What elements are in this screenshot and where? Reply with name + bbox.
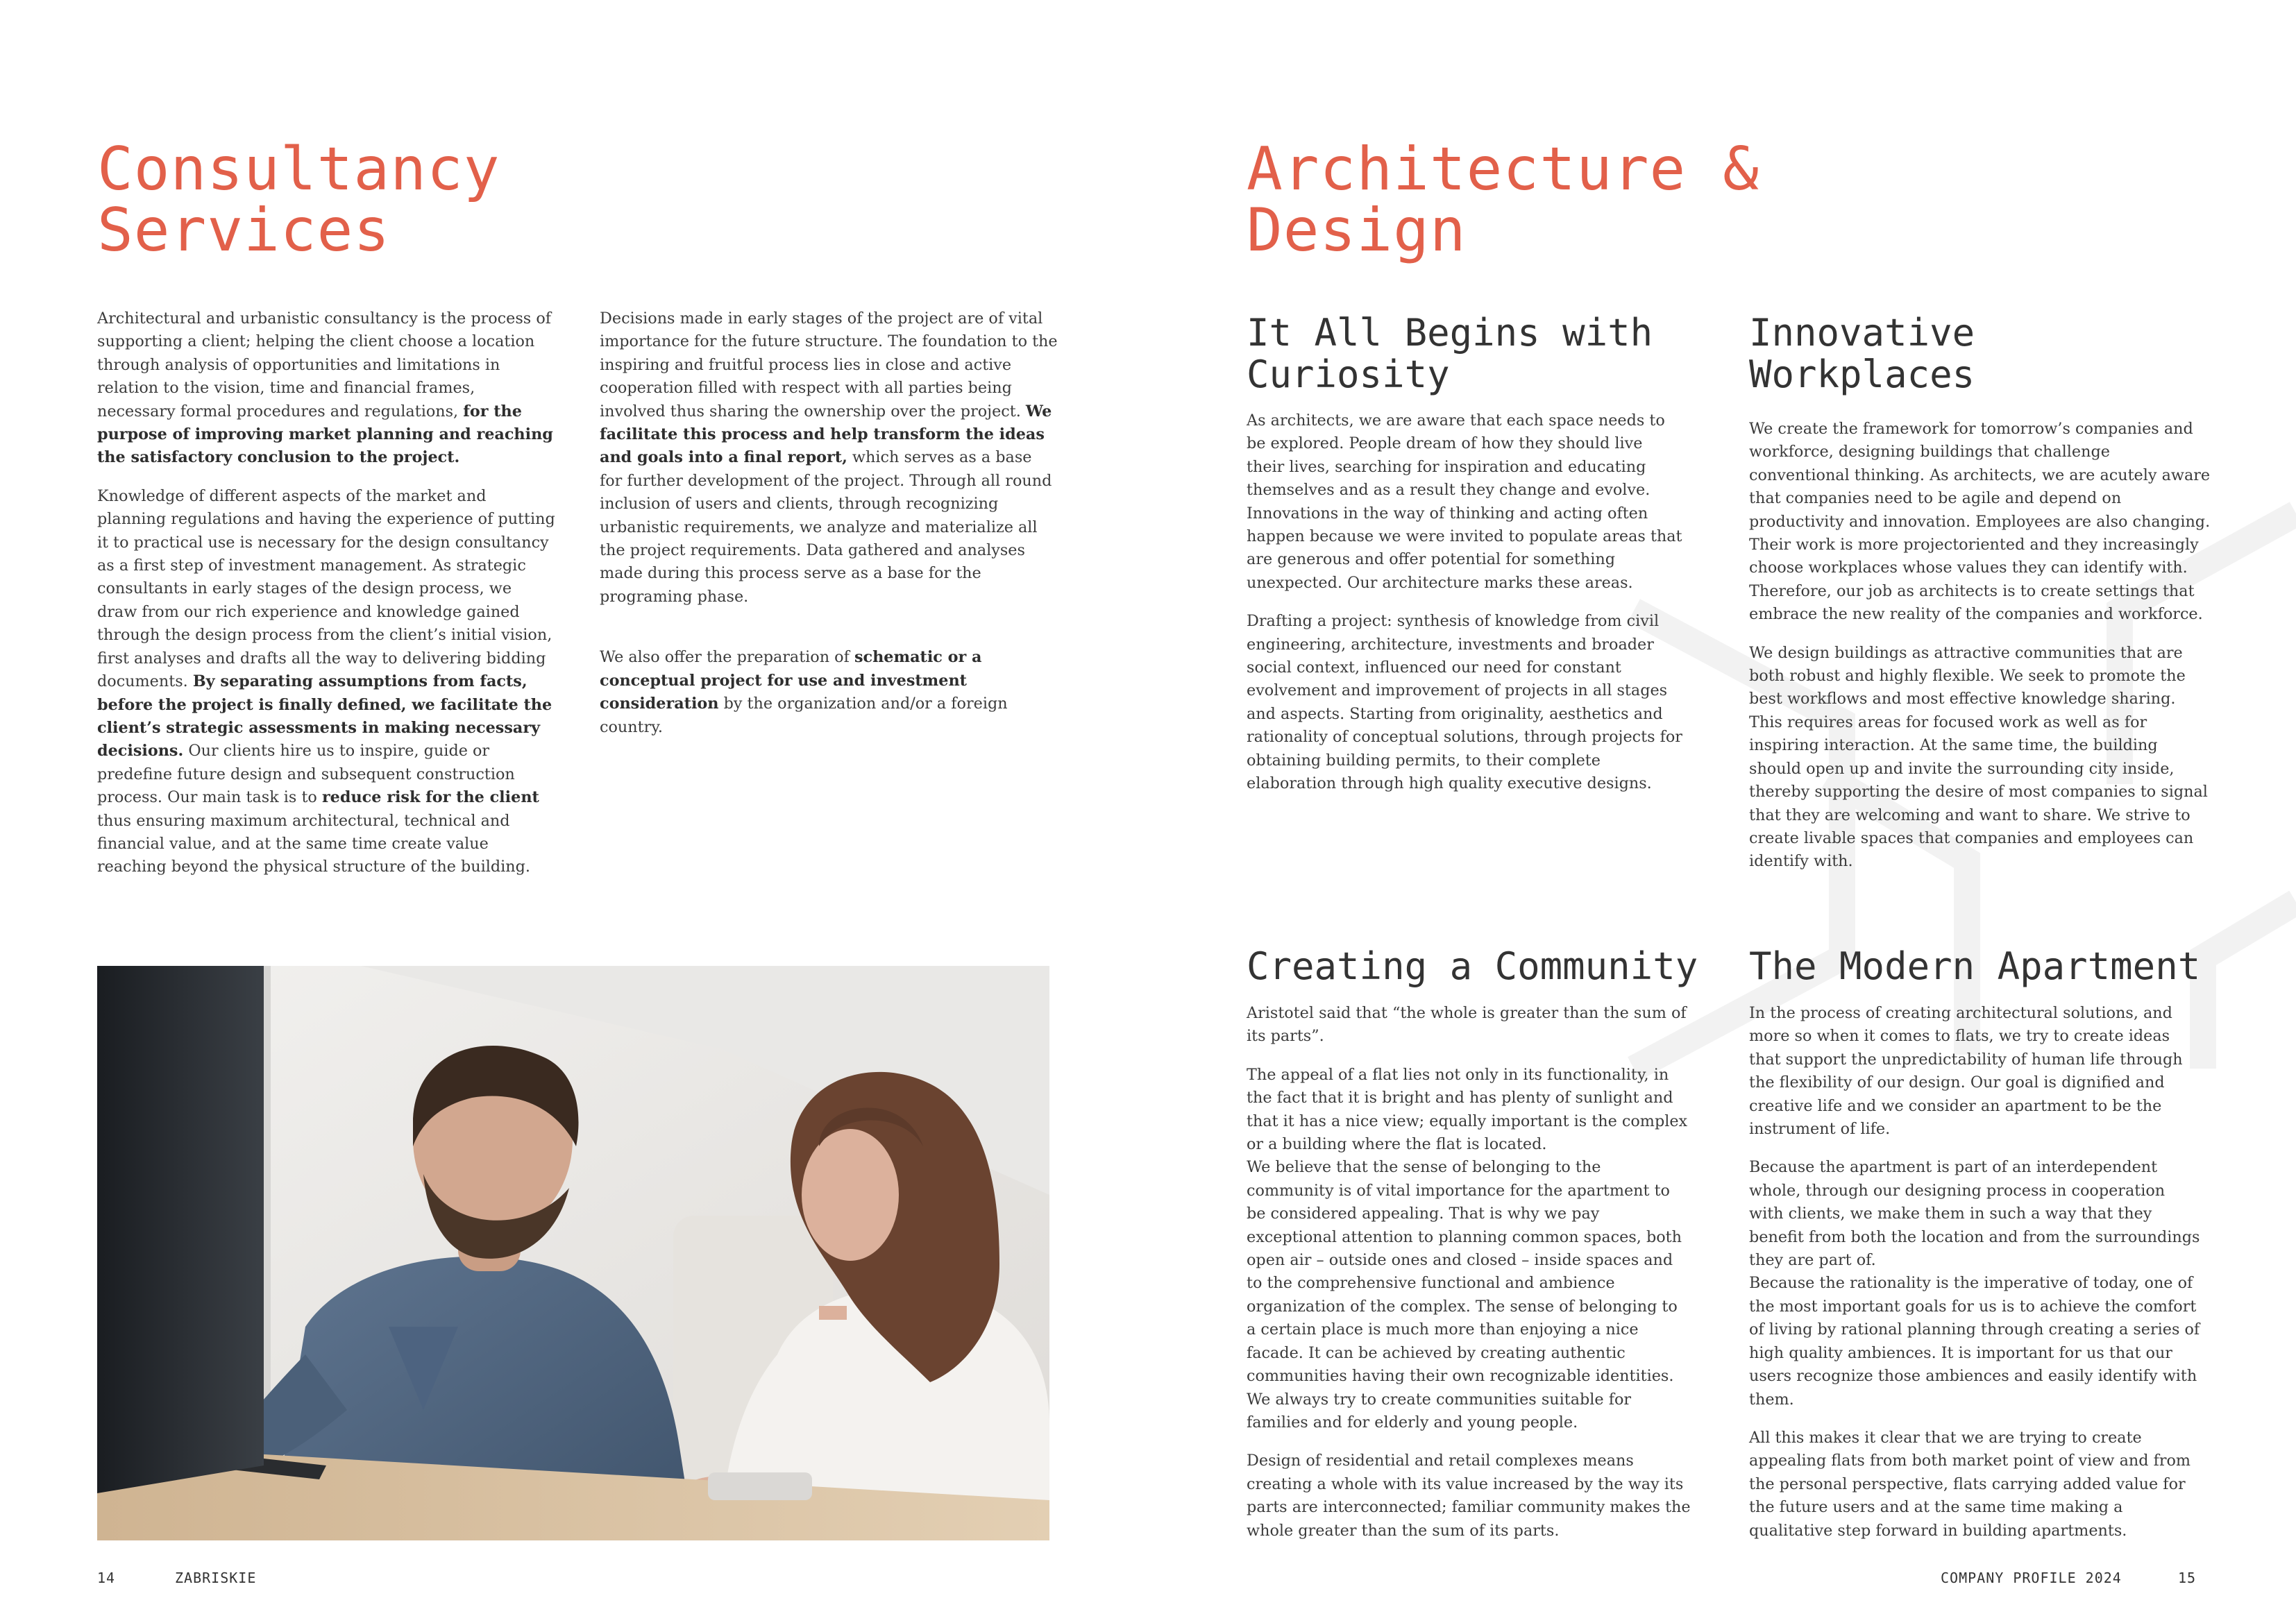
paragraph: We believe that the sense of belonging to the community is of vital importance for the apartment to be considered appealing. That is why we pay exceptional attention to planning common spaces, both open air – outside ones and closed – inside spaces and to the comprehensive functional and ambience organization of the complex. The sense of belonging to a certain place is much more than enjoying a nice facade. It can be achieved by creating authentic communities having their own recognizable identities. We always try to create communities suitable for families and for elderly and young people. [1247, 1158, 1682, 1431]
workplaces-heading [1749, 312, 1975, 396]
paragraph: Because the apartment is part of an interdependent whole, through our designing process in cooperation with clients, we make them in such a way that they benefit from both the location and from the surroundings they are part of. [1749, 1158, 2200, 1270]
title-line: Consultancy [97, 135, 500, 204]
community-heading: Creating a Community [1247, 944, 1698, 988]
office-photo [97, 966, 1049, 1540]
curiosity-heading [1247, 312, 1653, 396]
paragraph: We design buildings as attractive communities that are both robust and highly flexible. We seek to promote the best workflows and most effective knowledge sharing. This requires areas for focused work as well as for inspiring interaction. At the same time, the building should open up and invite the surrounding city inside, thereby supporting the desire of most companies to signal that they are welcoming and want to share. We strive to create livable spaces that companies and employees can identify with. [1749, 643, 2208, 871]
footer-label: COMPANY PROFILE 2024 [1941, 1570, 2122, 1586]
title-line: Design [1247, 196, 1467, 265]
paragraph: Architectural and urbanistic consultancy is the process of supporting a client; helping the client choose a location through analysis of opportunities and limitations in relation to the vision, time and financial frames, necessary formal procedures and regulations, for the purpose of improving market planning and reaching the satisfactory conclusion to the project. [97, 309, 553, 467]
paragraph: We also offer the preparation of schematic or a conceptual project for use and investment consideration by the organization and/or a foreign country. [600, 648, 1008, 736]
heading-line: Innovative [1749, 311, 1975, 355]
paragraph: As architects, we are aware that each space needs to be explored. People dream of how they should live their lives, searching for inspiration and educating themselves and as a result they change and evolve. Innovations in the way of thinking and acting often happen because we were invited to populate areas that are generous and offer potential for something unexpected. Our architecture marks these areas. [1247, 411, 1682, 592]
title-line: Services [97, 196, 391, 265]
paragraph: Decisions made in early stages of the project are of vital importance for the future structure. The foundation to the inspiring and fruitful process lies in close and active cooperation filled with respect with all parties being involved thus sharing the ownership over the project. We facilitate this process and help transform the ideas and goals into a final report, which serves as a base for further development of the project. Through all round inclusion of users and clients, through recognizing urbanistic requirements, we analyze and materialize all the project requirements. Data gathered and analyses made during this process serve as a base for the programing phase. [600, 309, 1058, 606]
workplaces-text [1749, 418, 2211, 889]
community-text [1247, 1002, 1691, 1558]
heading-line: Curiosity [1247, 352, 1450, 396]
footer-page-number: 14 [97, 1570, 116, 1586]
consultancy-title [97, 135, 500, 265]
paragraph: In the process of creating architectural solutions, and more so when it comes to flats, we try to create ideas that support the unpredictability of human life through the flexibility of our design. Our goal is dignified and creative life and we consider an apartment to be the instrument of life. [1749, 1004, 2183, 1139]
paragraph: Design of residential and retail complexes means creating a whole with its value increased by the way its parts are interconnected; familiar community makes the whole greater than the sum of its parts. [1247, 1452, 1691, 1540]
curiosity-text [1247, 409, 1684, 811]
right-page [1148, 0, 2296, 1623]
heading-line: Workplaces [1749, 352, 1975, 396]
paragraph: Knowledge of different aspects of the market and planning regulations and having the experience of putting it to practical use is necessary for the design consultancy as a first step of investment management. As strategic consultants in early stages of the design process, we draw from our rich experience and knowledge gained through the design process from the client’s initial vision, first analyses and drafts all the way to delivering bidding documents. By separating assumptions from facts, before the project is finally defined, we facilitate the client’s strategic assessments in making necessary decisions. Our clients hire us to inspire, guide or predefine future design and subsequent construction process. Our main task is to reduce risk for the client thus ensuring maximum architectural, technical and financial value, and at the same time create value reaching beyond the physical structure of the building. [97, 486, 555, 876]
footer-brand: ZABRISKIE [175, 1570, 257, 1586]
architecture-title [1247, 135, 1759, 265]
apartment-text [1749, 1002, 2200, 1558]
paragraph: Because the rationality is the imperative of today, one of the most important goals for us is to achieve the comfort of living by rational planning through creating a series of high quality ambiences. It is important for us that our users recognize those ambiences and easily identify with them. [1749, 1274, 2200, 1409]
heading-line: It All Begins with [1247, 311, 1653, 355]
paragraph: We create the framework for tomorrow’s companies and workforce, designing buildings that challenge conventional thinking. As architects, we are acutely aware that companies need to be agile and depend on productivity and innovation. Employees are also changing. Their work is more projectoriented and they increasingly choose workplaces whose values they can identify with. Therefore, our job as architects is to create settings that embrace the new reality of the companies and workforce. [1749, 420, 2211, 624]
paragraph: The appeal of a flat lies not only in its functionality, in the fact that it is bright and has plenty of sunlight and that it has a nice view; equally important is the complex or a building where the flat is located. [1247, 1065, 1688, 1154]
paragraph: All this makes it clear that we are trying to create appealing flats from both market point of view and from the personal perspective, flats carrying added value for the future users and at the same time making a qualitative step forward in building apartments. [1749, 1428, 2191, 1540]
paragraph: Aristotel said that “the whole is greater than the sum of its parts”. [1247, 1004, 1687, 1046]
consultancy-column-1 [97, 307, 555, 894]
apartment-heading: The Modern Apartment [1749, 944, 2201, 988]
title-line: Architecture & [1247, 135, 1759, 204]
paragraph: Drafting a project: synthesis of knowledge from civil engineering, architecture, investments and broader social context, influenced our need for constant evolvement and improvement of projects in all stages and aspects. Starting from originality, aesthetics and rationality of conceptual solutions, through projects for obtaining building permits, to their complete elaboration through high quality executive designs. [1247, 612, 1682, 793]
consultancy-column-2 [600, 307, 1058, 754]
footer-page-number: 15 [2178, 1570, 2197, 1586]
